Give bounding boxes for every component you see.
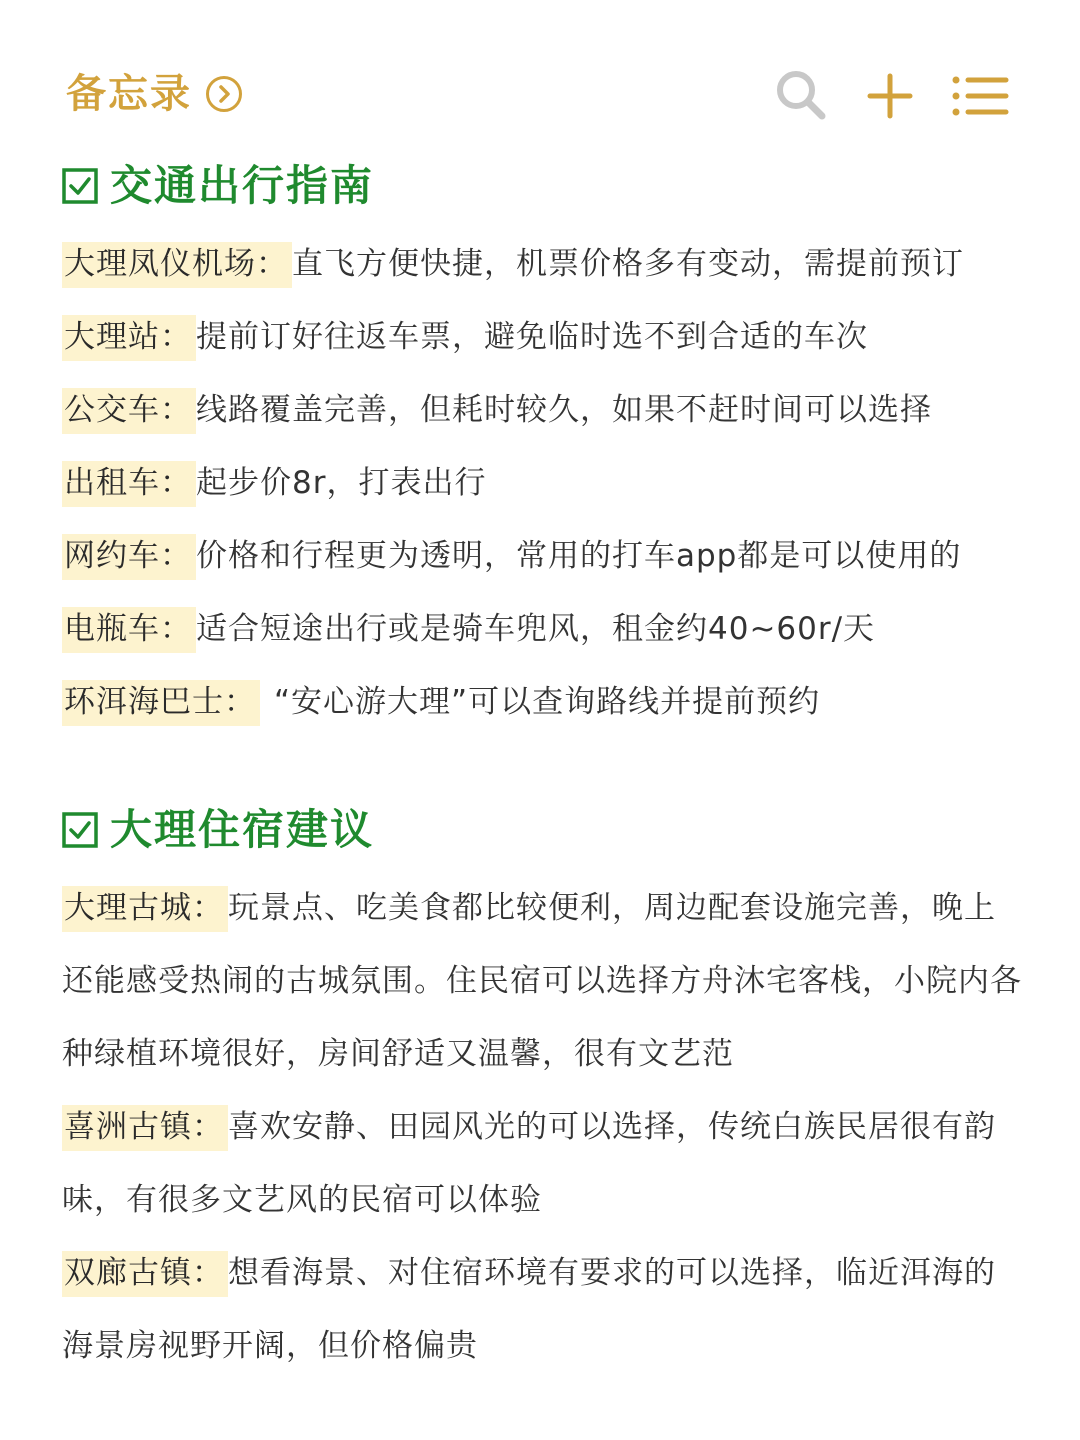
- list-item: [62, 666, 1022, 739]
- list-item: [62, 301, 1022, 374]
- item-label: 电瓶车：: [62, 607, 196, 653]
- item-text: 线路覆盖完善，但耗时较久，如果不赶时间可以选择: [196, 392, 932, 428]
- item-text: 玩景点、吃美食都比较便利，周边配套设施完善，晚上还能感受热闹的古城氛围。住民宿可以选择方舟沐宅客栈，小院内各种绿植环境很好，房间舒适又温馨，很有文艺范: [62, 890, 1022, 1072]
- notes-back-link[interactable]: [66, 66, 242, 122]
- list-item: [62, 1237, 1022, 1383]
- item-text: “安心游大理”可以查询路线并提前预约: [274, 684, 821, 720]
- list-item: [62, 872, 1022, 1091]
- section-title: 交通出行指南: [110, 161, 375, 210]
- chevron-right-circle-icon: [206, 76, 242, 112]
- list-item: [62, 374, 1022, 447]
- item-text: 起步价8r，打表出行: [196, 465, 487, 501]
- item-label: 大理古城：: [62, 886, 228, 932]
- item-text: 喜欢安静、田园风光的可以选择，传统白族民居很有韵味，有很多文艺风的民宿可以体验: [62, 1109, 996, 1218]
- add-note-button[interactable]: [864, 66, 916, 130]
- item-label: 大理凤仪机场：: [62, 242, 292, 288]
- section-heading: [62, 158, 1022, 214]
- checkbox-checked-icon[interactable]: [62, 812, 98, 848]
- plus-icon: [864, 66, 916, 126]
- item-label: 网约车：: [62, 534, 196, 580]
- list-view-button[interactable]: [950, 66, 1010, 130]
- section-title: 大理住宿建议: [110, 805, 375, 854]
- section-heading: [62, 802, 1022, 858]
- item-text: 价格和行程更为透明，常用的打车app都是可以使用的: [196, 538, 962, 574]
- item-text: 想看海景、对住宿环境有要求的可以选择，临近洱海的海景房视野开阔，但价格偏贵: [62, 1255, 996, 1364]
- app-title: 备忘录: [66, 71, 192, 117]
- list-item: [62, 447, 1022, 520]
- list-item: [62, 593, 1022, 666]
- item-text: 直飞方便快捷，机票价格多有变动，需提前预订: [292, 246, 964, 282]
- list-item: [62, 1091, 1022, 1237]
- section-accommodation: [62, 802, 1022, 1383]
- section-transport: [62, 158, 1022, 739]
- search-button[interactable]: [772, 66, 832, 130]
- list-item: [62, 520, 1022, 593]
- item-label: 双廊古镇：: [62, 1251, 228, 1297]
- item-label: 大理站：: [62, 315, 196, 361]
- item-label: 公交车：: [62, 388, 196, 434]
- search-icon: [772, 66, 832, 126]
- checkbox-checked-icon[interactable]: [62, 168, 98, 204]
- item-label: 环洱海巴士：: [62, 680, 260, 726]
- item-label: 喜洲古镇：: [62, 1105, 228, 1151]
- item-label: 出租车：: [62, 461, 196, 507]
- list-item: [62, 228, 1022, 301]
- app-header: [0, 58, 1080, 134]
- item-text: 提前订好往返车票，避免临时选不到合适的车次: [196, 319, 868, 355]
- item-text: 适合短途出行或是骑车兜风，租金约40~60r/天: [196, 611, 876, 647]
- list-icon: [950, 66, 1010, 126]
